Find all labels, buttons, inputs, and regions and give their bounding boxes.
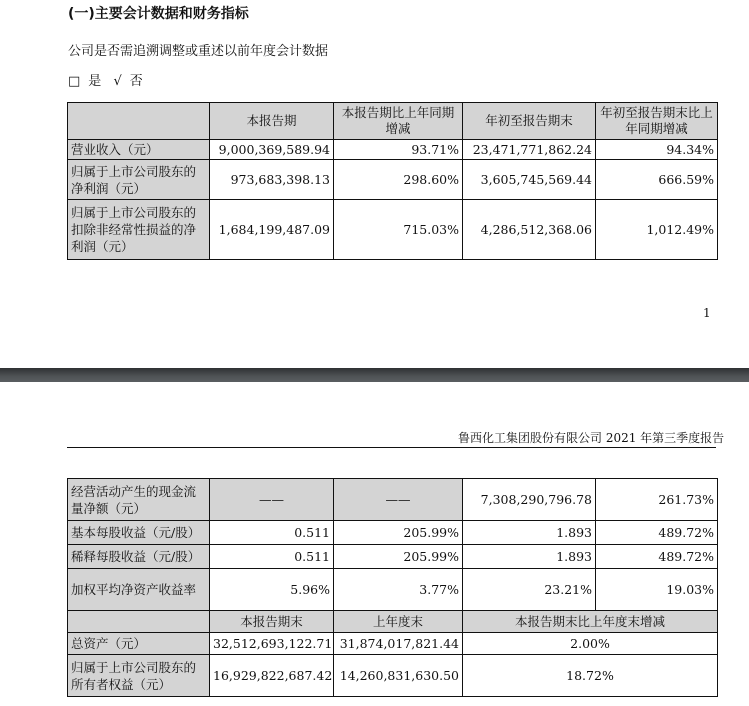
value-cell: 261.73% [596,479,718,521]
header-rule [67,447,716,448]
table-row [68,545,718,569]
row-label: 稀释每股收益（元/股） [68,545,210,569]
value-cell: 666.59% [596,160,718,200]
header-cell: 上年度末 [334,611,463,633]
value-cell: 205.99% [334,545,463,569]
value-cell: 5.96% [210,569,334,611]
section-title: (一)主要会计数据和财务指标 [68,6,249,22]
table-header-row [68,103,718,140]
row-label: 经营活动产生的现金流量净额（元） [68,479,210,521]
row-label: 加权平均净资产收益率 [68,569,210,611]
row-label: 基本每股收益（元/股） [68,521,210,545]
header-cell: 本报告期末比上年度末增减 [463,611,718,633]
value-cell: 7,308,290,796.78 [463,479,596,521]
checkmark-icon: √ [113,74,122,89]
header-cell [68,611,210,633]
value-cell: 32,512,693,122.71 [210,633,334,655]
value-cell: 1.893 [463,521,596,545]
value-cell: 94.34% [596,140,718,160]
value-cell: 489.72% [596,521,718,545]
restatement-question: 公司是否需追溯调整或重述以前年度会计数据 [68,44,329,59]
choice-no-label: 否 [129,74,143,89]
value-cell: 23,471,771,862.24 [463,140,596,160]
value-cell: 4,286,512,368.06 [463,200,596,260]
page-number: 1 [703,306,711,320]
table-row [68,655,718,697]
value-cell: —— [334,479,463,521]
value-cell: 489.72% [596,545,718,569]
value-cell: 3.77% [334,569,463,611]
row-label: 总资产（元） [68,633,210,655]
table-row [68,479,718,521]
running-head: 鲁西化工集团股份有限公司 2021 年第三季度报告 [458,431,725,445]
table-row [68,140,718,160]
table-row [68,160,718,200]
table-row [68,633,718,655]
header-cell: 本报告期末 [210,611,334,633]
value-cell: —— [210,479,334,521]
value-cell: 1,684,199,487.09 [210,200,334,260]
row-label: 营业收入（元） [68,140,210,160]
row-label: 归属于上市公司股东的所有者权益（元） [68,655,210,697]
key-financials-table [67,102,718,260]
header-cell: 年初至报告期末 [463,103,596,140]
page-separator [0,368,749,382]
value-cell: 23.21% [463,569,596,611]
value-cell: 1,012.49% [596,200,718,260]
value-cell: 0.511 [210,545,334,569]
header-cell: 本报告期比上年同期增减 [334,103,463,140]
header-cell: 本报告期 [210,103,334,140]
value-cell: 19.03% [596,569,718,611]
value-cell: 1.893 [463,545,596,569]
table-row [68,521,718,545]
header-cell [68,103,210,140]
value-cell: 973,683,398.13 [210,160,334,200]
value-cell: 18.72% [463,655,718,697]
header-cell: 年初至报告期末比上年同期增减 [596,103,718,140]
value-cell: 0.511 [210,521,334,545]
value-cell: 93.71% [334,140,463,160]
value-cell: 3,605,745,569.44 [463,160,596,200]
checkbox-unchecked-icon: □ [68,74,81,89]
restatement-choices [68,70,151,89]
table-row [68,569,718,611]
balance-header-row [68,611,718,633]
choice-yes-label: 是 [88,74,102,89]
row-label: 归属于上市公司股东的净利润（元） [68,160,210,200]
key-financials-table-continued [67,478,718,697]
value-cell: 205.99% [334,521,463,545]
row-label: 归属于上市公司股东的扣除非经常性损益的净利润（元） [68,200,210,260]
value-cell: 14,260,831,630.50 [334,655,463,697]
value-cell: 16,929,822,687.42 [210,655,334,697]
value-cell: 715.03% [334,200,463,260]
table-row [68,200,718,260]
value-cell: 9,000,369,589.94 [210,140,334,160]
value-cell: 298.60% [334,160,463,200]
value-cell: 31,874,017,821.44 [334,633,463,655]
value-cell: 2.00% [463,633,718,655]
